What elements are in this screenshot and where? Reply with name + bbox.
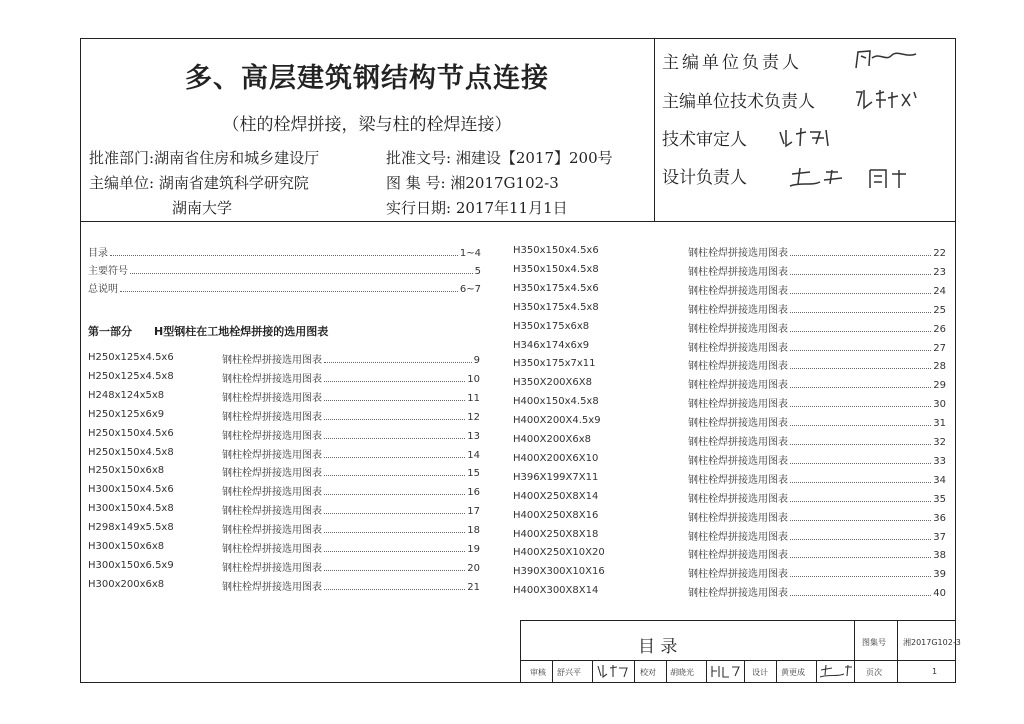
toc-entry-page: 33 — [933, 455, 946, 467]
title-block-review-label: 审核 — [530, 668, 546, 677]
toc-entry-page: 20 — [467, 562, 480, 574]
title-block-design-label: 设计 — [752, 668, 768, 677]
title-block-atlas-no: 湘2017G102-3 — [903, 638, 961, 647]
toc-entry[interactable] — [222, 558, 480, 574]
toc-leader-dots — [324, 513, 465, 514]
toc-leader-dots — [324, 419, 465, 420]
effective-date-label: 实行日期: — [386, 199, 452, 217]
toc-entry-label: 钢柱栓焊拼接选用图表 — [222, 373, 322, 385]
toc-leader-dots — [790, 331, 931, 332]
toc-entry-page: 16 — [467, 487, 480, 499]
title-block-title: 目 录 — [638, 637, 678, 657]
toc-entry[interactable] — [88, 243, 481, 259]
toc-entry-label: 钢柱栓焊拼接选用图表 — [688, 418, 788, 430]
toc-entry-code: H400x150x4.5x8 — [513, 396, 599, 408]
toc-entry-page: 40 — [933, 588, 946, 600]
toc-entry-code: H400X300X8X14 — [513, 585, 599, 597]
toc-leader-dots — [324, 400, 465, 401]
toc-entry-label: 钢柱栓焊拼接选用图表 — [688, 588, 788, 600]
toc-entry-page: 1~4 — [459, 248, 481, 259]
toc-leader-dots — [790, 368, 931, 369]
toc-entry-code: H350x175x4.5x8 — [513, 301, 599, 313]
responsible-role: 主编单位技术负责人 — [662, 92, 815, 112]
toc-entry-page: 21 — [467, 581, 480, 593]
toc-entry[interactable] — [688, 300, 946, 316]
toc-entry-label: 钢柱栓焊拼接选用图表 — [688, 361, 788, 373]
toc-entry-label: 钢柱栓焊拼接选用图表 — [222, 449, 322, 461]
title-block-page: 1 — [932, 667, 938, 676]
toc-leader-dots — [790, 482, 931, 483]
toc-entry[interactable] — [222, 520, 480, 536]
toc-entry-label: 钢柱栓焊拼接选用图表 — [688, 550, 788, 562]
toc-entry[interactable] — [688, 432, 946, 448]
toc-entry[interactable] — [222, 350, 480, 366]
toc-entry-page: 35 — [933, 493, 946, 505]
toc-leader-dots — [790, 557, 931, 558]
toc-entry-label: 主要符号 — [88, 266, 128, 277]
toc-entry-page: 17 — [467, 506, 480, 518]
toc-entry[interactable] — [222, 577, 480, 593]
atlas-no-label: 图 集 号: — [386, 174, 446, 192]
toc-entry-page: 12 — [467, 411, 480, 423]
toc-entry[interactable] — [688, 394, 946, 410]
toc-leader-dots — [790, 274, 931, 275]
title-block-vline — [897, 620, 898, 683]
toc-entry[interactable] — [688, 545, 946, 561]
toc-entry-label: 钢柱栓焊拼接选用图表 — [222, 411, 322, 423]
toc-entry-page: 10 — [467, 373, 480, 385]
toc-leader-dots — [790, 255, 931, 256]
toc-entry[interactable] — [688, 451, 946, 467]
title-block-vline — [854, 620, 855, 683]
toc-leader-dots — [324, 551, 465, 552]
toc-leader-dots — [130, 273, 473, 274]
toc-entry-code: H350x150x4.5x6 — [513, 245, 599, 256]
toc-entry-page: 37 — [933, 531, 946, 543]
title-block-vline — [744, 660, 745, 683]
title-block-page-label: 页次 — [866, 668, 882, 677]
toc-entry[interactable] — [688, 319, 946, 335]
signature-3 — [776, 124, 836, 150]
section-title: H型钢柱在工地栓焊拼接的选用图表 — [154, 325, 329, 338]
toc-entry[interactable] — [688, 564, 946, 580]
toc-entry-code: H400X200X4.5x9 — [513, 415, 601, 427]
toc-entry[interactable] — [222, 482, 480, 498]
toc-entry[interactable] — [688, 583, 946, 599]
toc-entry-code: H350x150x4.5x8 — [513, 263, 599, 275]
toc-leader-dots — [110, 255, 458, 256]
header-divider — [80, 221, 956, 222]
toc-entry-page: 19 — [467, 544, 480, 555]
toc-entry[interactable] — [222, 388, 480, 404]
toc-entry-page: 26 — [933, 323, 946, 335]
toc-leader-dots — [790, 312, 931, 313]
toc-entry[interactable] — [688, 470, 946, 486]
title-block-designer: 黄更成 — [781, 668, 805, 677]
toc-entry-label: 钢柱栓焊拼接选用图表 — [688, 323, 788, 335]
title-block-vline — [776, 660, 777, 683]
effective-date-value: 2017年11月1日 — [455, 199, 568, 217]
toc-entry-label: 总说明 — [88, 284, 118, 295]
toc-entry-page: 15 — [467, 468, 480, 480]
toc-leader-dots — [324, 362, 472, 363]
toc-entry-label: 钢柱栓焊拼接选用图表 — [688, 474, 788, 486]
toc-entry-label: 目录 — [88, 248, 108, 259]
toc-entry[interactable] — [688, 508, 946, 524]
atlas-no-value: 湘2017G102-3 — [450, 174, 559, 192]
toc-entry[interactable] — [688, 375, 946, 391]
responsible-role: 主编单位负责人 — [662, 53, 802, 73]
toc-entry-page: 14 — [467, 449, 480, 461]
toc-entry-label: 钢柱栓焊拼接选用图表 — [222, 562, 322, 574]
title-block-vline — [634, 660, 635, 683]
toc-entry-label: 钢柱栓焊拼接选用图表 — [688, 569, 788, 581]
toc-leader-dots — [790, 387, 931, 388]
toc-entry-page: 28 — [933, 361, 946, 373]
toc-entry-label: 钢柱栓焊拼接选用图表 — [688, 304, 788, 316]
toc-entry-label: 钢柱栓焊拼接选用图表 — [222, 487, 322, 499]
toc-entry[interactable] — [688, 338, 946, 354]
signature-4 — [786, 164, 916, 192]
toc-entry-label: 钢柱栓焊拼接选用图表 — [688, 455, 788, 467]
toc-entry-code: H400X200X6X10 — [513, 452, 599, 464]
toc-entry[interactable] — [688, 243, 946, 259]
editor-unit — [89, 172, 309, 193]
editor-unit-2: 湖南大学 — [172, 199, 233, 217]
title-block-vline — [592, 660, 593, 683]
responsible-role: 设计负责人 — [662, 168, 747, 188]
toc-leader-dots — [790, 539, 931, 540]
toc-entry-code: H350x175x6x8 — [513, 320, 590, 332]
toc-entry-page: 31 — [933, 418, 946, 430]
toc-entry-page: 29 — [933, 380, 946, 392]
toc-entry[interactable] — [222, 463, 480, 479]
toc-leader-dots — [120, 291, 458, 292]
toc-entry-page: 11 — [467, 392, 480, 404]
toc-entry[interactable] — [688, 281, 946, 297]
document-title: 多、高层建筑钢结构节点连接 — [185, 63, 549, 94]
toc-leader-dots — [790, 444, 931, 445]
approval-dept-label: 批准部门: — [89, 149, 155, 167]
toc-entry-page: 22 — [933, 248, 946, 259]
toc-entry-code: H390X300X10X16 — [513, 566, 605, 578]
toc-entry-label: 钢柱栓焊拼接选用图表 — [688, 285, 788, 297]
toc-entry[interactable] — [222, 501, 480, 517]
toc-entry-code: H400X250X8X14 — [513, 490, 599, 502]
toc-entry-code: H250x125x4.5x8 — [88, 370, 174, 382]
toc-entry-code: H350x175x7x11 — [513, 358, 596, 370]
approval-no-label: 批准文号: — [386, 149, 452, 167]
toc-entry[interactable] — [688, 262, 946, 278]
toc-entry-page: 39 — [933, 569, 946, 581]
signature-2 — [852, 86, 932, 112]
toc-entry-label: 钢柱栓焊拼接选用图表 — [688, 248, 788, 259]
toc-entry[interactable] — [222, 407, 480, 423]
designer-signature — [818, 662, 854, 680]
title-block-vline — [666, 660, 667, 683]
toc-entry-code: H250x150x4.5x8 — [88, 446, 174, 458]
toc-entry-label: 钢柱栓焊拼接选用图表 — [222, 355, 322, 366]
toc-entry-page: 5 — [474, 266, 481, 277]
toc-entry[interactable] — [222, 539, 480, 555]
toc-entry-page: 13 — [467, 430, 480, 442]
toc-entry-label: 钢柱栓焊拼接选用图表 — [222, 581, 322, 593]
toc-entry-code: H300x150x6x8 — [88, 541, 165, 552]
toc-entry[interactable] — [88, 261, 481, 277]
toc-leader-dots — [790, 463, 931, 464]
editor-unit-label: 主编单位: — [89, 174, 155, 192]
toc-leader-dots — [790, 520, 931, 521]
toc-entry-page: 6~7 — [459, 284, 481, 295]
toc-entry-page: 32 — [933, 437, 946, 448]
toc-entry-code: H248x124x5x8 — [88, 389, 165, 401]
toc-leader-dots — [324, 475, 465, 476]
toc-entry-code: H250x125x6x9 — [88, 408, 165, 420]
title-block-atlas-label: 图集号 — [862, 638, 886, 647]
effective-date — [386, 197, 568, 218]
toc-entry-page: 36 — [933, 512, 946, 524]
toc-entry-code: H400X250X8X18 — [513, 528, 599, 540]
toc-entry-label: 钢柱栓焊拼接选用图表 — [688, 531, 788, 543]
toc-entry[interactable] — [222, 369, 480, 385]
toc-entry[interactable] — [688, 356, 946, 372]
section-part: 第一部分 — [88, 325, 132, 338]
checker-signature — [709, 662, 743, 680]
toc-entry-code: H250x150x6x8 — [88, 465, 165, 477]
toc-leader-dots — [324, 589, 465, 590]
toc-entry[interactable] — [88, 279, 481, 295]
toc-entry-label: 钢柱栓焊拼接选用图表 — [222, 430, 322, 442]
toc-entry[interactable] — [688, 413, 946, 429]
toc-entry-label: 钢柱栓焊拼接选用图表 — [222, 392, 322, 404]
toc-leader-dots — [324, 438, 465, 439]
toc-leader-dots — [324, 570, 465, 571]
toc-entry-label: 钢柱栓焊拼接选用图表 — [688, 399, 788, 411]
toc-entry-page: 23 — [933, 266, 946, 278]
toc-entry-label: 钢柱栓焊拼接选用图表 — [222, 525, 322, 537]
toc-entry-page: 30 — [933, 399, 946, 411]
toc-entry-label: 钢柱栓焊拼接选用图表 — [688, 380, 788, 392]
toc-entry[interactable] — [222, 445, 480, 461]
toc-entry[interactable] — [688, 527, 946, 543]
approval-no — [386, 147, 613, 168]
title-block-divider — [520, 660, 956, 661]
atlas-no — [386, 172, 559, 193]
toc-entry-code: H400X250X8X16 — [513, 509, 599, 521]
toc-entry-page: 9 — [473, 355, 480, 366]
toc-entry-label: 钢柱栓焊拼接选用图表 — [222, 544, 322, 555]
toc-leader-dots — [324, 494, 465, 495]
title-block-checker: 胡晓光 — [670, 668, 694, 677]
toc-entry-label: 钢柱栓焊拼接选用图表 — [688, 493, 788, 505]
editor-unit-1: 湖南省建筑科学研究院 — [158, 174, 309, 192]
toc-entry-label: 钢柱栓焊拼接选用图表 — [222, 468, 322, 480]
toc-entry-code: H396X199X7X11 — [513, 471, 599, 483]
toc-leader-dots — [790, 350, 931, 351]
toc-entry-page: 27 — [933, 342, 946, 354]
toc-entry-code: H298x149x5.5x8 — [88, 522, 174, 534]
approval-dept — [89, 147, 319, 168]
toc-entry-code: H250x125x4.5x6 — [88, 352, 174, 363]
toc-entry-page: 25 — [933, 304, 946, 316]
header-column-divider — [654, 38, 655, 221]
toc-leader-dots — [790, 576, 931, 577]
section-heading — [88, 323, 350, 339]
responsible-role: 技术审定人 — [662, 130, 747, 150]
toc-entry-code: H346x174x6x9 — [513, 339, 590, 351]
title-block-vline — [706, 660, 707, 683]
document-subtitle: （柱的栓焊拼接，梁与柱的栓焊连接） — [222, 115, 512, 135]
toc-entry-code: H400X200X6x8 — [513, 434, 592, 445]
toc-entry[interactable] — [688, 489, 946, 505]
toc-leader-dots — [324, 381, 465, 382]
toc-leader-dots — [790, 425, 931, 426]
toc-entry-code: H300x150x6.5x9 — [88, 559, 174, 571]
approval-dept-value: 湖南省住房和城乡建设厅 — [154, 149, 320, 167]
title-block-reviewer: 舒兴平 — [557, 668, 581, 677]
toc-entry-code: H350X200X6X8 — [513, 377, 592, 389]
title-block-vline — [816, 660, 817, 683]
toc-entry-page: 38 — [933, 550, 946, 562]
signature-1 — [852, 46, 922, 74]
toc-entry-code: H350x175x4.5x6 — [513, 282, 599, 294]
toc-entry-page: 18 — [467, 525, 480, 537]
toc-entry-label: 钢柱栓焊拼接选用图表 — [688, 437, 788, 448]
toc-entry-page: 34 — [933, 474, 946, 486]
toc-entry-label: 钢柱栓焊拼接选用图表 — [688, 342, 788, 354]
toc-leader-dots — [790, 293, 931, 294]
toc-leader-dots — [790, 501, 931, 502]
toc-entry-code: H300x150x4.5x6 — [88, 484, 174, 496]
toc-entry-label: 钢柱栓焊拼接选用图表 — [688, 512, 788, 524]
title-block-check-label: 校对 — [640, 668, 656, 677]
toc-entry-label: 钢柱栓焊拼接选用图表 — [688, 266, 788, 278]
toc-leader-dots — [790, 595, 931, 596]
toc-entry[interactable] — [222, 426, 480, 442]
toc-leader-dots — [790, 406, 931, 407]
toc-entry-code: H400X250X10X20 — [513, 547, 605, 559]
toc-entry-label: 钢柱栓焊拼接选用图表 — [222, 506, 322, 518]
toc-leader-dots — [324, 457, 465, 458]
title-block-vline — [552, 660, 553, 683]
toc-entry-code: H300x200x6x8 — [88, 578, 165, 590]
toc-entry-page: 24 — [933, 285, 946, 297]
toc-entry-code: H300x150x4.5x8 — [88, 503, 174, 515]
toc-entry-code: H250x150x4.5x6 — [88, 427, 174, 439]
reviewer-signature — [595, 662, 631, 680]
approval-no-value: 湘建设【2017】200号 — [455, 149, 613, 167]
toc-leader-dots — [324, 532, 465, 533]
